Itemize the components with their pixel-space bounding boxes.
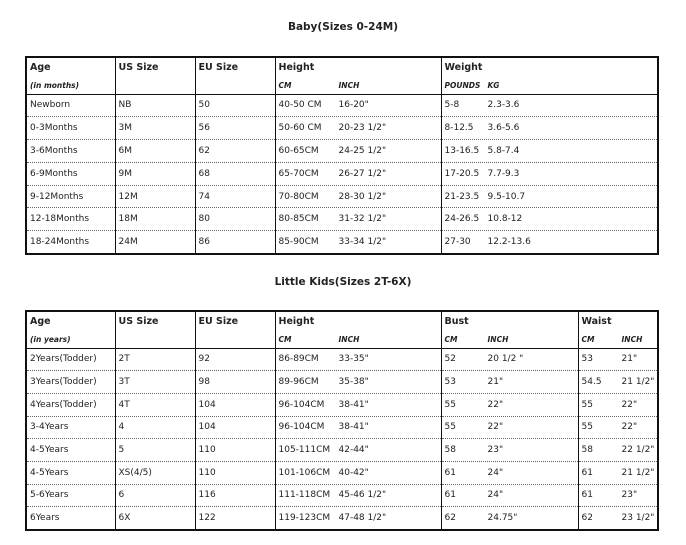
us-size-cell: 5 bbox=[115, 439, 195, 462]
height-units bbox=[275, 331, 441, 348]
bust-cm-value: 53 bbox=[444, 377, 456, 388]
age-header: Age bbox=[30, 62, 51, 73]
waist-inch-value: 22" bbox=[621, 399, 638, 410]
us-size-cell: 24M bbox=[115, 231, 195, 254]
bust-cm-value: 58 bbox=[444, 445, 456, 456]
height-inch-label: INCH bbox=[338, 334, 360, 344]
table-row bbox=[26, 371, 658, 394]
bust-cm-label: CM bbox=[444, 334, 458, 344]
us-size-cell: 18M bbox=[115, 208, 195, 231]
eu-size-cell: 122 bbox=[195, 507, 275, 530]
height-cm-value: 89-96CM bbox=[278, 377, 319, 388]
bust-cm-value: 61 bbox=[444, 490, 456, 501]
table-row bbox=[26, 231, 658, 254]
height-inch-value: 26-27 1/2" bbox=[338, 168, 387, 179]
eu-size-header: EU Size bbox=[195, 57, 275, 77]
bust-cell bbox=[441, 393, 578, 416]
height-inch-label: INCH bbox=[338, 80, 360, 90]
bust-cell bbox=[441, 416, 578, 439]
bust-cm-value: 62 bbox=[444, 512, 456, 523]
age-cell: 4-5Years bbox=[26, 439, 115, 462]
age-cell: Newborn bbox=[26, 94, 115, 117]
height-inch-value: 47-48 1/2" bbox=[338, 512, 387, 523]
eu-size-sub bbox=[195, 77, 275, 94]
height-cell bbox=[275, 439, 441, 462]
height-inch-value: 33-34 1/2" bbox=[338, 236, 387, 247]
bust-cell bbox=[441, 484, 578, 507]
height-inch-value: 20-23 1/2" bbox=[338, 123, 387, 134]
us-size-header: US Size bbox=[115, 57, 195, 77]
table-row bbox=[26, 461, 658, 484]
us-size-sub bbox=[115, 331, 195, 348]
waist-inch-value: 23 1/2" bbox=[621, 512, 655, 523]
table-row bbox=[26, 416, 658, 439]
weight-pounds-value: 24-26.5 bbox=[444, 214, 480, 225]
height-inch-value: 31-32 1/2" bbox=[338, 214, 387, 225]
bust-inch-value: 24" bbox=[487, 490, 504, 501]
waist-units bbox=[578, 331, 658, 348]
us-size-cell: 6 bbox=[115, 484, 195, 507]
height-cell bbox=[275, 94, 441, 117]
eu-size-cell: 56 bbox=[195, 117, 275, 140]
bust-cm-value: 55 bbox=[444, 422, 456, 433]
bust-inch-label: INCH bbox=[487, 334, 509, 344]
age-cell: 6Years bbox=[30, 512, 60, 523]
waist-cell bbox=[578, 484, 658, 507]
age-cell: 18-24Months bbox=[30, 236, 90, 247]
bust-units bbox=[441, 331, 578, 348]
us-size-cell: 2T bbox=[115, 348, 195, 371]
age-cell: 4Years(Todder) bbox=[26, 393, 115, 416]
height-cell bbox=[275, 117, 441, 140]
height-cm-value: 101-106CM bbox=[278, 467, 331, 478]
bust-cell bbox=[441, 461, 578, 484]
table-row bbox=[26, 507, 658, 530]
waist-cm-label: CM bbox=[581, 334, 595, 344]
kids-size-table bbox=[25, 310, 659, 531]
height-cell bbox=[275, 348, 441, 371]
weight-pounds-value: 8-12.5 bbox=[444, 123, 474, 134]
eu-size-cell: 68 bbox=[195, 162, 275, 185]
waist-header: Waist bbox=[578, 311, 658, 331]
us-size-cell: NB bbox=[115, 94, 195, 117]
weight-kg-value: 5.8-7.4 bbox=[487, 145, 520, 156]
height-inch-value: 38-41" bbox=[338, 422, 369, 433]
weight-cell bbox=[441, 162, 658, 185]
us-size-cell: 6M bbox=[115, 140, 195, 163]
bust-inch-value: 20 1/2 " bbox=[487, 354, 524, 365]
height-cm-value: 105-111CM bbox=[278, 445, 331, 456]
height-cm-value: 86-89CM bbox=[278, 354, 319, 365]
weight-pounds-value: 5-8 bbox=[444, 100, 460, 111]
eu-size-cell: 110 bbox=[195, 439, 275, 462]
age-cell: 6-9Months bbox=[26, 162, 115, 185]
bust-inch-value: 24.75" bbox=[487, 512, 518, 523]
weight-pounds-value: 13-16.5 bbox=[444, 145, 480, 156]
weight-pounds-value: 21-23.5 bbox=[444, 191, 480, 202]
eu-size-cell: 62 bbox=[195, 140, 275, 163]
age-unit-label: (in months) bbox=[26, 77, 115, 94]
bust-cell bbox=[441, 348, 578, 371]
waist-cm-value: 58 bbox=[581, 445, 593, 456]
eu-size-cell: 110 bbox=[195, 461, 275, 484]
age-cell: 9-12Months bbox=[26, 185, 115, 208]
age-cell: 3-6Months bbox=[26, 140, 115, 163]
age-unit-label: (in years) bbox=[26, 331, 115, 348]
weight-cell bbox=[441, 94, 658, 117]
height-cell bbox=[275, 185, 441, 208]
height-inch-value: 45-46 1/2" bbox=[338, 490, 387, 501]
waist-cm-value: 61 bbox=[581, 467, 593, 478]
age-header: Age bbox=[30, 316, 51, 327]
waist-cm-value: 53 bbox=[581, 354, 593, 365]
waist-cm-value: 55 bbox=[581, 422, 593, 433]
waist-inch-value: 21" bbox=[621, 354, 638, 365]
table-row bbox=[26, 348, 658, 371]
height-units bbox=[275, 77, 441, 94]
bust-cm-value: 52 bbox=[444, 354, 456, 365]
age-cell: 4-5Years bbox=[26, 461, 115, 484]
us-size-cell: 3M bbox=[115, 117, 195, 140]
height-header: Height bbox=[275, 311, 441, 331]
waist-inch-value: 23" bbox=[621, 490, 638, 501]
height-cm-label: CM bbox=[278, 334, 292, 344]
table-row bbox=[26, 117, 658, 140]
age-cell: 3Years(Todder) bbox=[26, 371, 115, 394]
weight-pounds-value: 17-20.5 bbox=[444, 168, 480, 179]
height-cm-value: 111-118CM bbox=[278, 490, 331, 501]
age-cell: 12-18Months bbox=[26, 208, 115, 231]
weight-kg-value: 3.6-5.6 bbox=[487, 123, 520, 134]
bust-header: Bust bbox=[441, 311, 578, 331]
eu-size-cell: 98 bbox=[195, 371, 275, 394]
us-size-cell: 3T bbox=[115, 371, 195, 394]
eu-size-cell: 92 bbox=[195, 348, 275, 371]
weight-kg-label: KG bbox=[487, 80, 500, 90]
height-cell bbox=[275, 371, 441, 394]
height-cm-value: 96-104CM bbox=[278, 422, 325, 433]
height-cm-value: 60-65CM bbox=[278, 145, 319, 156]
table-row bbox=[26, 185, 658, 208]
us-size-sub bbox=[115, 77, 195, 94]
us-size-cell: 12M bbox=[115, 185, 195, 208]
weight-pounds-value: 27-30 bbox=[444, 236, 471, 247]
us-size-cell: 9M bbox=[115, 162, 195, 185]
table-row bbox=[26, 393, 658, 416]
weight-kg-value: 7.7-9.3 bbox=[487, 168, 520, 179]
bust-cell bbox=[441, 507, 578, 530]
bust-inch-value: 23" bbox=[487, 445, 504, 456]
waist-cm-value: 54.5 bbox=[581, 377, 602, 388]
weight-cell bbox=[441, 185, 658, 208]
bust-inch-value: 22" bbox=[487, 399, 504, 410]
waist-cell bbox=[578, 416, 658, 439]
bust-inch-value: 21" bbox=[487, 377, 504, 388]
height-inch-value: 28-30 1/2" bbox=[338, 191, 387, 202]
bust-cm-value: 61 bbox=[444, 467, 456, 478]
weight-cell bbox=[441, 231, 658, 254]
waist-inch-value: 21 1/2" bbox=[621, 377, 655, 388]
height-cm-value: 70-80CM bbox=[278, 191, 319, 202]
weight-cell bbox=[441, 208, 658, 231]
kids-table-title: Little Kids(Sizes 2T-6X) bbox=[274, 276, 412, 288]
us-size-cell: XS(4/5) bbox=[115, 461, 195, 484]
table-row bbox=[26, 484, 658, 507]
eu-size-cell: 86 bbox=[195, 231, 275, 254]
height-inch-value: 16-20" bbox=[338, 100, 369, 111]
age-cell: 3-4Years bbox=[26, 416, 115, 439]
height-cm-value: 119-123CM bbox=[278, 512, 331, 523]
bust-cell bbox=[441, 439, 578, 462]
height-cm-value: 50-60 CM bbox=[278, 123, 322, 134]
weight-cell bbox=[441, 117, 658, 140]
height-inch-value: 35-38" bbox=[338, 377, 369, 388]
us-size-cell: 4T bbox=[115, 393, 195, 416]
waist-cell bbox=[578, 393, 658, 416]
age-cell: 5-6Years bbox=[26, 484, 115, 507]
bust-inch-value: 24" bbox=[487, 467, 504, 478]
eu-size-cell: 80 bbox=[195, 208, 275, 231]
waist-inch-label: INCH bbox=[621, 334, 643, 344]
waist-cell bbox=[578, 371, 658, 394]
height-cm-value: 96-104CM bbox=[278, 399, 325, 410]
eu-size-cell: 74 bbox=[195, 185, 275, 208]
eu-size-header: EU Size bbox=[195, 311, 275, 331]
bust-inch-value: 22" bbox=[487, 422, 504, 433]
table-row bbox=[26, 94, 658, 117]
weight-pounds-label: POUNDS bbox=[444, 80, 481, 90]
eu-size-cell: 116 bbox=[195, 484, 275, 507]
waist-inch-value: 21 1/2" bbox=[621, 467, 655, 478]
weight-header: Weight bbox=[441, 57, 658, 77]
age-cell: 0-3Months bbox=[26, 117, 115, 140]
waist-inch-value: 22 1/2" bbox=[621, 445, 655, 456]
weight-cell bbox=[441, 140, 658, 163]
waist-cell bbox=[578, 439, 658, 462]
height-cell bbox=[275, 416, 441, 439]
weight-kg-value: 9.5-10.7 bbox=[487, 191, 526, 202]
height-inch-value: 33-35" bbox=[338, 354, 369, 365]
height-cell bbox=[275, 393, 441, 416]
height-inch-value: 42-44" bbox=[338, 445, 369, 456]
age-cell: 2Years(Todder) bbox=[26, 348, 115, 371]
height-cm-value: 65-70CM bbox=[278, 168, 319, 179]
height-cell bbox=[275, 231, 441, 254]
height-cell bbox=[275, 507, 441, 530]
eu-size-sub bbox=[195, 331, 275, 348]
height-cell bbox=[275, 461, 441, 484]
waist-cell bbox=[578, 348, 658, 371]
height-cm-label: CM bbox=[278, 80, 292, 90]
waist-inch-value: 22" bbox=[621, 422, 638, 433]
baby-size-table bbox=[25, 56, 659, 255]
table-row bbox=[26, 439, 658, 462]
height-cell bbox=[275, 208, 441, 231]
waist-cm-value: 61 bbox=[581, 490, 593, 501]
height-cm-value: 85-90CM bbox=[278, 236, 319, 247]
weight-kg-value: 2.3-3.6 bbox=[487, 100, 520, 111]
table-row bbox=[26, 140, 658, 163]
weight-kg-value: 10.8-12 bbox=[487, 214, 523, 225]
baby-table-title: Baby(Sizes 0-24M) bbox=[287, 21, 399, 33]
us-size-header: US Size bbox=[115, 311, 195, 331]
height-cell bbox=[275, 140, 441, 163]
eu-size-cell: 104 bbox=[195, 393, 275, 416]
weight-units bbox=[441, 77, 658, 94]
height-cm-value: 40-50 CM bbox=[278, 100, 322, 111]
height-cell bbox=[275, 162, 441, 185]
us-size-cell: 6X bbox=[115, 507, 195, 530]
height-inch-value: 38-41" bbox=[338, 399, 369, 410]
eu-size-cell: 50 bbox=[195, 94, 275, 117]
height-cell bbox=[275, 484, 441, 507]
height-inch-value: 40-42" bbox=[338, 467, 369, 478]
us-size-cell: 4 bbox=[115, 416, 195, 439]
bust-cm-value: 55 bbox=[444, 399, 456, 410]
height-inch-value: 24-25 1/2" bbox=[338, 145, 387, 156]
bust-cell bbox=[441, 371, 578, 394]
weight-kg-value: 12.2-13.6 bbox=[487, 236, 531, 247]
waist-cm-value: 62 bbox=[581, 512, 593, 523]
height-cm-value: 80-85CM bbox=[278, 214, 319, 225]
table-row bbox=[26, 208, 658, 231]
waist-cell bbox=[578, 461, 658, 484]
waist-cm-value: 55 bbox=[581, 399, 593, 410]
waist-cell bbox=[578, 507, 658, 530]
eu-size-cell: 104 bbox=[195, 416, 275, 439]
height-header: Height bbox=[275, 57, 441, 77]
table-row bbox=[26, 162, 658, 185]
